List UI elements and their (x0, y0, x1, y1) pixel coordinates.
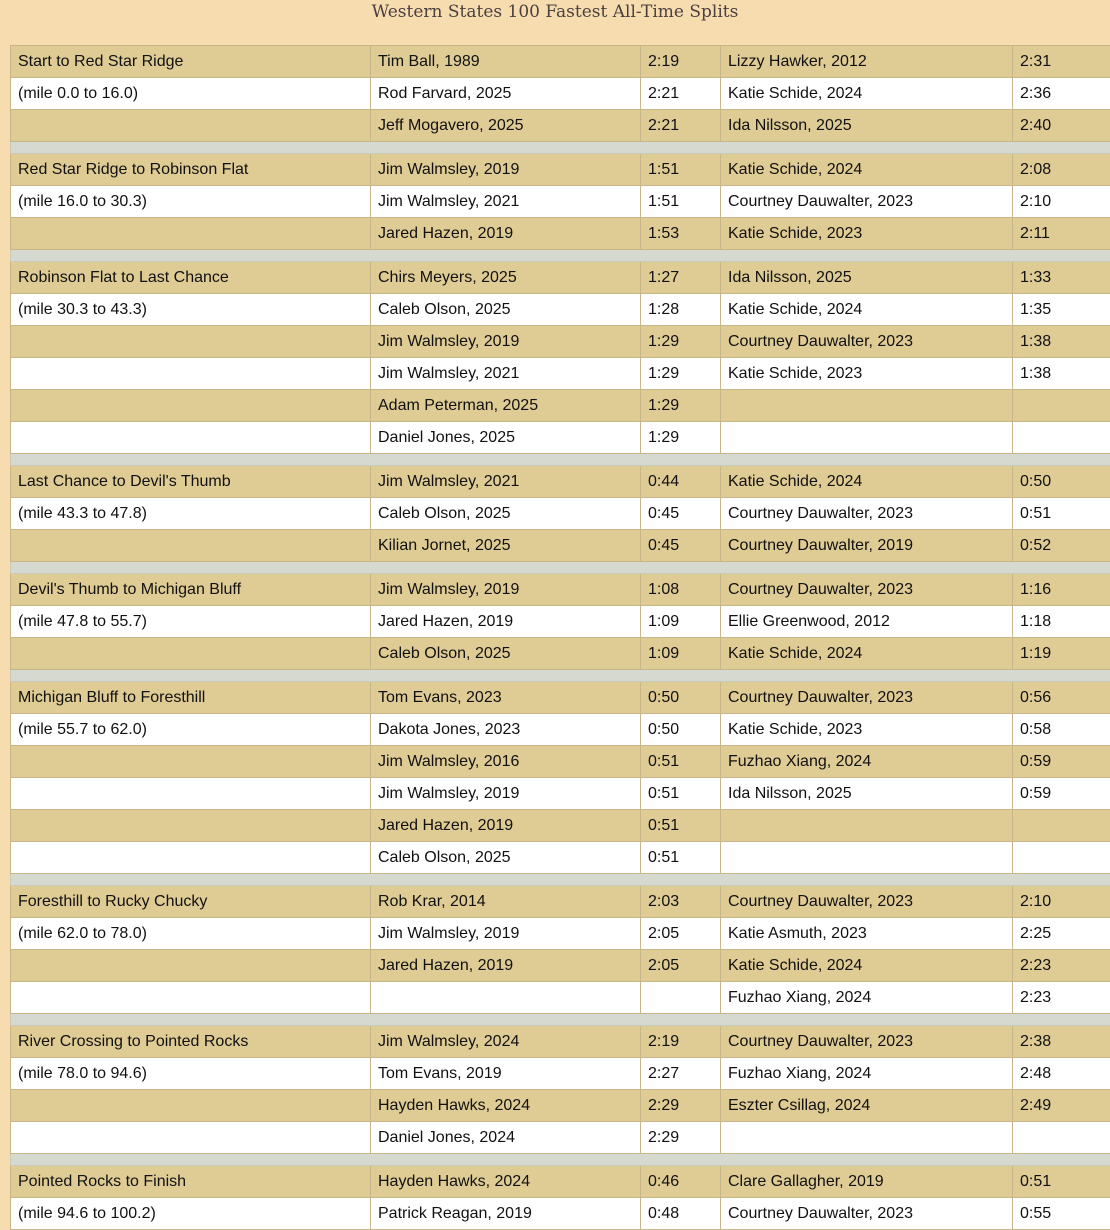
men-runner: Jim Walmsley, 2016 (371, 746, 641, 778)
men-runner: Adam Peterman, 2025 (371, 390, 641, 422)
men-split-time: 0:50 (641, 682, 721, 714)
section-separator-cell (11, 142, 1110, 154)
segment-name: Start to Red Star Ridge (11, 46, 371, 78)
women-runner: Fuzhao Xiang, 2024 (721, 982, 1013, 1014)
split-row (11, 746, 1110, 778)
men-runner: Caleb Olson, 2025 (371, 498, 641, 530)
split-row (11, 714, 1110, 746)
segment-empty-cell (11, 110, 371, 142)
segment-empty-cell (11, 390, 371, 422)
men-split-time: 1:28 (641, 294, 721, 326)
splits-table (10, 45, 1110, 1230)
men-split-time: 0:50 (641, 714, 721, 746)
segment-name: River Crossing to Pointed Rocks (11, 1026, 371, 1058)
segment-name: Last Chance to Devil's Thumb (11, 466, 371, 498)
segment-empty-cell (11, 358, 371, 390)
men-runner: Jared Hazen, 2019 (371, 606, 641, 638)
segment-empty-cell (11, 530, 371, 562)
women-split-time (1013, 422, 1110, 454)
women-split-time: 2:36 (1013, 78, 1110, 110)
men-split-time (641, 982, 721, 1014)
women-split-time: 1:35 (1013, 294, 1110, 326)
men-runner: Jared Hazen, 2019 (371, 950, 641, 982)
men-split-time: 0:48 (641, 1198, 721, 1230)
section-separator (11, 562, 1110, 574)
women-runner (721, 842, 1013, 874)
men-runner: Patrick Reagan, 2019 (371, 1198, 641, 1230)
men-split-time: 1:51 (641, 186, 721, 218)
segment-miles: (mile 16.0 to 30.3) (11, 186, 371, 218)
women-runner: Katie Schide, 2023 (721, 218, 1013, 250)
women-runner: Ellie Greenwood, 2012 (721, 606, 1013, 638)
women-runner: Lizzy Hawker, 2012 (721, 46, 1013, 78)
women-split-time: 2:31 (1013, 46, 1110, 78)
women-runner: Courtney Dauwalter, 2023 (721, 1198, 1013, 1230)
split-row (11, 1090, 1110, 1122)
segment-miles: (mile 55.7 to 62.0) (11, 714, 371, 746)
women-split-time: 2:48 (1013, 1058, 1110, 1090)
segment-name: Red Star Ridge to Robinson Flat (11, 154, 371, 186)
women-split-time: 0:51 (1013, 498, 1110, 530)
women-split-time: 1:33 (1013, 262, 1110, 294)
women-runner (721, 422, 1013, 454)
women-split-time: 2:11 (1013, 218, 1110, 250)
split-row (11, 842, 1110, 874)
segment-empty-cell (11, 746, 371, 778)
section-separator-cell (11, 670, 1110, 682)
men-split-time: 0:45 (641, 530, 721, 562)
women-runner: Fuzhao Xiang, 2024 (721, 746, 1013, 778)
segment-empty-cell (11, 842, 371, 874)
split-row (11, 530, 1110, 562)
men-split-time: 1:08 (641, 574, 721, 606)
men-split-time: 2:19 (641, 46, 721, 78)
split-row (11, 1026, 1110, 1058)
section-separator (11, 874, 1110, 886)
segment-empty-cell (11, 1122, 371, 1154)
women-runner: Courtney Dauwalter, 2019 (721, 530, 1013, 562)
women-split-time: 0:59 (1013, 746, 1110, 778)
women-split-time: 0:56 (1013, 682, 1110, 714)
women-runner: Courtney Dauwalter, 2023 (721, 186, 1013, 218)
women-runner: Katie Asmuth, 2023 (721, 918, 1013, 950)
split-row (11, 498, 1110, 530)
men-runner: Jim Walmsley, 2021 (371, 466, 641, 498)
men-split-time: 1:09 (641, 606, 721, 638)
women-runner (721, 1122, 1013, 1154)
men-runner: Chirs Meyers, 2025 (371, 262, 641, 294)
women-runner: Courtney Dauwalter, 2023 (721, 326, 1013, 358)
women-split-time: 1:18 (1013, 606, 1110, 638)
women-runner: Courtney Dauwalter, 2023 (721, 886, 1013, 918)
segment-miles: (mile 62.0 to 78.0) (11, 918, 371, 950)
men-split-time: 1:53 (641, 218, 721, 250)
men-split-time: 2:19 (641, 1026, 721, 1058)
men-runner: Jeff Mogavero, 2025 (371, 110, 641, 142)
women-split-time: 1:19 (1013, 638, 1110, 670)
women-split-time: 2:49 (1013, 1090, 1110, 1122)
split-row (11, 422, 1110, 454)
men-runner (371, 982, 641, 1014)
women-split-time: 2:23 (1013, 982, 1110, 1014)
women-runner: Courtney Dauwalter, 2023 (721, 574, 1013, 606)
men-split-time: 0:46 (641, 1166, 721, 1198)
split-row (11, 1198, 1110, 1230)
women-split-time: 2:40 (1013, 110, 1110, 142)
women-runner: Katie Schide, 2023 (721, 358, 1013, 390)
segment-name: Robinson Flat to Last Chance (11, 262, 371, 294)
women-split-time: 2:25 (1013, 918, 1110, 950)
women-runner: Ida Nilsson, 2025 (721, 262, 1013, 294)
split-row (11, 186, 1110, 218)
men-split-time: 0:45 (641, 498, 721, 530)
split-row (11, 218, 1110, 250)
men-split-time: 2:27 (641, 1058, 721, 1090)
segment-empty-cell (11, 810, 371, 842)
women-split-time: 2:38 (1013, 1026, 1110, 1058)
segment-empty-cell (11, 1090, 371, 1122)
women-runner: Fuzhao Xiang, 2024 (721, 1058, 1013, 1090)
women-split-time (1013, 842, 1110, 874)
women-runner: Katie Schide, 2024 (721, 154, 1013, 186)
men-split-time: 0:51 (641, 778, 721, 810)
women-runner: Eszter Csillag, 2024 (721, 1090, 1013, 1122)
men-split-time: 0:51 (641, 810, 721, 842)
women-runner: Ida Nilsson, 2025 (721, 110, 1013, 142)
segment-name: Pointed Rocks to Finish (11, 1166, 371, 1198)
men-runner: Rod Farvard, 2025 (371, 78, 641, 110)
segment-name: Foresthill to Rucky Chucky (11, 886, 371, 918)
split-row (11, 886, 1110, 918)
women-split-time: 0:51 (1013, 1166, 1110, 1198)
split-row (11, 778, 1110, 810)
section-separator-cell (11, 454, 1110, 466)
men-runner: Jim Walmsley, 2024 (371, 1026, 641, 1058)
women-split-time: 1:16 (1013, 574, 1110, 606)
split-row (11, 358, 1110, 390)
men-split-time: 1:29 (641, 358, 721, 390)
women-runner: Katie Schide, 2023 (721, 714, 1013, 746)
segment-empty-cell (11, 778, 371, 810)
split-row (11, 638, 1110, 670)
section-separator (11, 454, 1110, 466)
women-split-time: 2:10 (1013, 186, 1110, 218)
women-runner: Clare Gallagher, 2019 (721, 1166, 1013, 1198)
women-runner: Courtney Dauwalter, 2023 (721, 682, 1013, 714)
men-runner: Hayden Hawks, 2024 (371, 1090, 641, 1122)
split-row (11, 1122, 1110, 1154)
segment-empty-cell (11, 218, 371, 250)
segment-empty-cell (11, 422, 371, 454)
men-split-time: 2:29 (641, 1090, 721, 1122)
women-runner: Katie Schide, 2024 (721, 294, 1013, 326)
men-split-time: 2:29 (641, 1122, 721, 1154)
men-split-time: 2:05 (641, 950, 721, 982)
segment-miles: (mile 0.0 to 16.0) (11, 78, 371, 110)
split-row (11, 682, 1110, 714)
women-split-time: 1:38 (1013, 358, 1110, 390)
men-split-time: 0:51 (641, 746, 721, 778)
men-runner: Jared Hazen, 2019 (371, 810, 641, 842)
men-split-time: 2:05 (641, 918, 721, 950)
men-runner: Hayden Hawks, 2024 (371, 1166, 641, 1198)
women-runner: Katie Schide, 2024 (721, 78, 1013, 110)
women-split-time: 0:58 (1013, 714, 1110, 746)
men-runner: Jim Walmsley, 2019 (371, 326, 641, 358)
women-split-time: 2:23 (1013, 950, 1110, 982)
section-separator-cell (11, 562, 1110, 574)
section-separator (11, 670, 1110, 682)
split-row (11, 46, 1110, 78)
section-separator-cell (11, 874, 1110, 886)
split-row (11, 466, 1110, 498)
men-split-time: 0:51 (641, 842, 721, 874)
men-runner: Kilian Jornet, 2025 (371, 530, 641, 562)
men-runner: Tom Evans, 2019 (371, 1058, 641, 1090)
women-split-time (1013, 390, 1110, 422)
women-runner: Katie Schide, 2024 (721, 638, 1013, 670)
section-separator-cell (11, 1014, 1110, 1026)
segment-name: Devil's Thumb to Michigan Bluff (11, 574, 371, 606)
women-split-time: 2:08 (1013, 154, 1110, 186)
men-runner: Tom Evans, 2023 (371, 682, 641, 714)
women-split-time (1013, 1122, 1110, 1154)
men-runner: Jim Walmsley, 2019 (371, 574, 641, 606)
split-row (11, 918, 1110, 950)
segment-empty-cell (11, 638, 371, 670)
split-row (11, 950, 1110, 982)
men-runner: Caleb Olson, 2025 (371, 842, 641, 874)
women-runner (721, 390, 1013, 422)
split-row (11, 982, 1110, 1014)
men-split-time: 1:29 (641, 326, 721, 358)
women-split-time: 0:50 (1013, 466, 1110, 498)
split-row (11, 810, 1110, 842)
men-split-time: 1:09 (641, 638, 721, 670)
split-row (11, 294, 1110, 326)
men-runner: Caleb Olson, 2025 (371, 638, 641, 670)
segment-miles: (mile 43.3 to 47.8) (11, 498, 371, 530)
women-split-time (1013, 810, 1110, 842)
women-runner: Courtney Dauwalter, 2023 (721, 1026, 1013, 1058)
split-row (11, 390, 1110, 422)
men-runner: Jim Walmsley, 2019 (371, 154, 641, 186)
page-title: Western States 100 Fastest All-Time Splits (0, 0, 1110, 36)
split-row (11, 606, 1110, 638)
split-row (11, 154, 1110, 186)
men-runner: Jim Walmsley, 2021 (371, 358, 641, 390)
men-runner: Rob Krar, 2014 (371, 886, 641, 918)
men-split-time: 2:21 (641, 78, 721, 110)
split-row (11, 574, 1110, 606)
men-split-time: 2:21 (641, 110, 721, 142)
split-row (11, 1166, 1110, 1198)
segment-miles: (mile 30.3 to 43.3) (11, 294, 371, 326)
segment-miles: (mile 94.6 to 100.2) (11, 1198, 371, 1230)
section-separator-cell (11, 1154, 1110, 1166)
men-runner: Caleb Olson, 2025 (371, 294, 641, 326)
split-row (11, 1058, 1110, 1090)
split-row (11, 326, 1110, 358)
men-runner: Jim Walmsley, 2019 (371, 778, 641, 810)
men-runner: Jared Hazen, 2019 (371, 218, 641, 250)
women-runner (721, 810, 1013, 842)
split-row (11, 262, 1110, 294)
men-runner: Tim Ball, 1989 (371, 46, 641, 78)
men-runner: Jim Walmsley, 2021 (371, 186, 641, 218)
women-split-time: 0:52 (1013, 530, 1110, 562)
section-separator-cell (11, 250, 1110, 262)
section-separator (11, 1014, 1110, 1026)
segment-miles: (mile 47.8 to 55.7) (11, 606, 371, 638)
splits-table-body (11, 46, 1110, 1230)
segment-empty-cell (11, 326, 371, 358)
segment-empty-cell (11, 982, 371, 1014)
women-split-time: 0:59 (1013, 778, 1110, 810)
men-runner: Daniel Jones, 2024 (371, 1122, 641, 1154)
section-separator (11, 1154, 1110, 1166)
women-split-time: 0:55 (1013, 1198, 1110, 1230)
men-runner: Dakota Jones, 2023 (371, 714, 641, 746)
men-split-time: 1:27 (641, 262, 721, 294)
section-separator (11, 142, 1110, 154)
men-split-time: 2:03 (641, 886, 721, 918)
women-runner: Ida Nilsson, 2025 (721, 778, 1013, 810)
men-runner: Jim Walmsley, 2019 (371, 918, 641, 950)
men-split-time: 1:29 (641, 422, 721, 454)
split-row (11, 78, 1110, 110)
women-runner: Katie Schide, 2024 (721, 950, 1013, 982)
women-split-time: 2:10 (1013, 886, 1110, 918)
men-split-time: 1:29 (641, 390, 721, 422)
segment-name: Michigan Bluff to Foresthill (11, 682, 371, 714)
section-separator (11, 250, 1110, 262)
segment-empty-cell (11, 950, 371, 982)
men-split-time: 1:51 (641, 154, 721, 186)
men-runner: Daniel Jones, 2025 (371, 422, 641, 454)
men-split-time: 0:44 (641, 466, 721, 498)
segment-miles: (mile 78.0 to 94.6) (11, 1058, 371, 1090)
women-split-time: 1:38 (1013, 326, 1110, 358)
split-row (11, 110, 1110, 142)
women-runner: Katie Schide, 2024 (721, 466, 1013, 498)
women-runner: Courtney Dauwalter, 2023 (721, 498, 1013, 530)
